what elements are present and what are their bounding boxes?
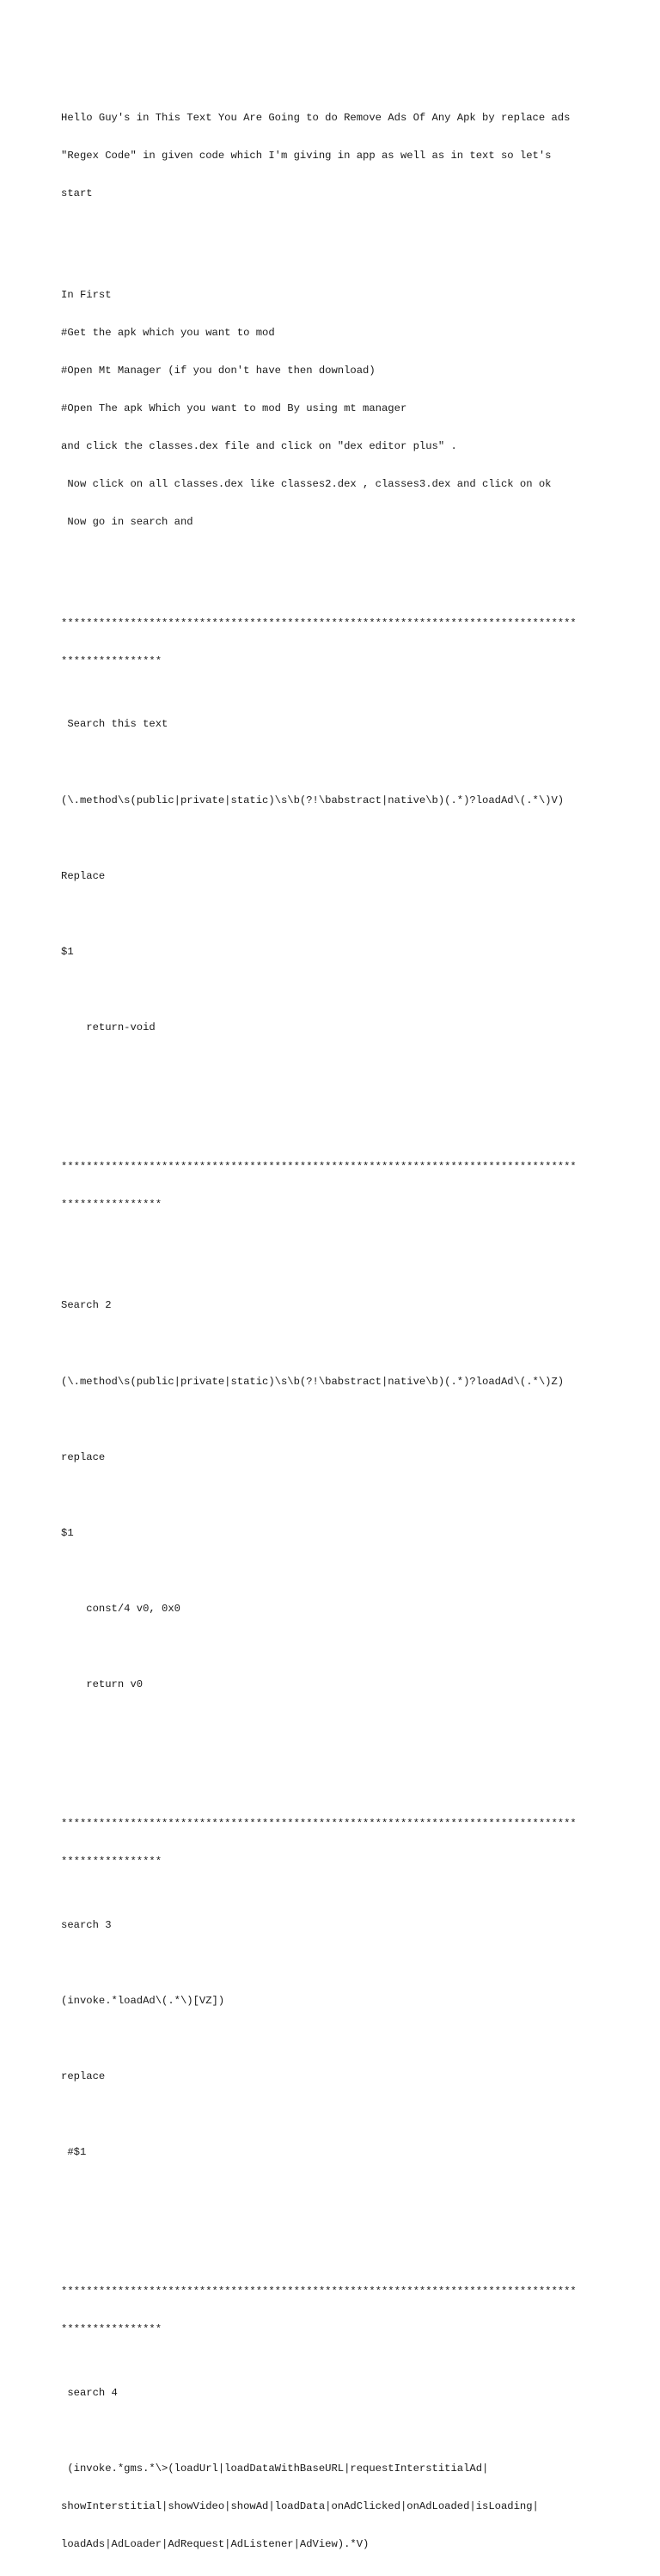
- section2-heading: Search 2: [61, 1299, 112, 1312]
- blank-line: [61, 2222, 611, 2235]
- step-line: #Get the apk which you want to mod: [61, 326, 275, 339]
- step-line: and click the classes.dex file and click on "dex editor plus" .: [61, 439, 457, 452]
- blank-line: [61, 554, 611, 567]
- blank-line: [61, 1755, 611, 1768]
- section1-replace-label: Replace: [61, 869, 106, 882]
- blank-line: [61, 1957, 611, 1970]
- section2-code: return v0: [61, 1678, 144, 1691]
- separator-line: ****************: [61, 2323, 162, 2336]
- blank-line: [61, 984, 611, 997]
- separator-line: **********************************************************************************: [61, 2285, 577, 2297]
- blank-line: [61, 1097, 611, 1110]
- section4-pattern: loadAds|AdLoader|AdRequest|AdListener|AdView).*V): [61, 2537, 370, 2550]
- section4-heading: search 4: [61, 2386, 118, 2399]
- intro-line: "Regex Code" in given code which I'm giving in app as well as in text so let's: [61, 149, 552, 162]
- blank-line: [61, 2425, 611, 2438]
- intro-line: start: [61, 187, 93, 199]
- section1-group: $1: [61, 945, 74, 958]
- blank-line: [61, 832, 611, 845]
- section3-pattern: (invoke.*loadAd\(.*\)[VZ]): [61, 1994, 225, 2007]
- blank-line: [61, 2033, 611, 2045]
- step-line: #Open The apk Which you want to mod By using mt manager: [61, 402, 407, 414]
- section2-code: const/4 v0, 0x0: [61, 1603, 180, 1616]
- separator-line: **********************************************************************************: [61, 1160, 577, 1173]
- blank-line: [61, 1414, 611, 1426]
- blank-line: [61, 1489, 611, 1502]
- blank-line: [61, 2108, 611, 2121]
- blank-line: [61, 1717, 611, 1730]
- separator-line: **********************************************************************************: [61, 616, 577, 629]
- section1-pattern: (\.method\s(public|private|static)\s\b(?!\babstract|native\b)(.*)?loadAd\(.*\)V): [61, 794, 565, 807]
- steps-heading: In First: [61, 288, 112, 301]
- separator-line: ****************: [61, 654, 162, 667]
- section4-pattern: (invoke.*gms.*\>(loadUrl|loadDataWithBaseURL|requestInterstitialAd|: [61, 2462, 489, 2475]
- step-line: Now click on all classes.dex like classes2.dex , classes3.dex and click on ok: [61, 478, 552, 491]
- blank-line: [61, 756, 611, 769]
- blank-line: [61, 2184, 611, 2197]
- section2-group: $1: [61, 1527, 74, 1540]
- blank-line: [61, 1059, 611, 1072]
- section2-pattern: (\.method\s(public|private|static)\s\b(?!\babstract|native\b)(.*)?loadAd\(.*\)Z): [61, 1375, 565, 1388]
- section1-code: return-void: [61, 1021, 156, 1034]
- separator-line: ****************: [61, 1198, 162, 1211]
- blank-line: [61, 1338, 611, 1351]
- blank-line: [61, 1565, 611, 1578]
- section1-heading: Search this text: [61, 718, 168, 731]
- section4-pattern: showInterstitial|showVideo|showAd|loadData|onAdClicked|onAdLoaded|isLoading|: [61, 2499, 539, 2512]
- section2-replace-label: replace: [61, 1451, 106, 1463]
- section3-group: #$1: [61, 2146, 87, 2159]
- separator-line: **********************************************************************************: [61, 1818, 577, 1831]
- blank-line: [61, 225, 611, 238]
- document-page: [61, 61, 611, 2576]
- step-line: #Open Mt Manager (if you don't have then download): [61, 364, 376, 377]
- blank-line: [61, 908, 611, 921]
- blank-line: [61, 1236, 611, 1249]
- intro-line: Hello Guy's in This Text You Are Going to do Remove Ads Of Any Apk by replace ads: [61, 111, 571, 124]
- section3-heading: search 3: [61, 1918, 112, 1931]
- separator-line: ****************: [61, 1855, 162, 1868]
- step-line: Now go in search and: [61, 516, 193, 529]
- section3-replace-label: replace: [61, 2070, 106, 2083]
- blank-line: [61, 1641, 611, 1653]
